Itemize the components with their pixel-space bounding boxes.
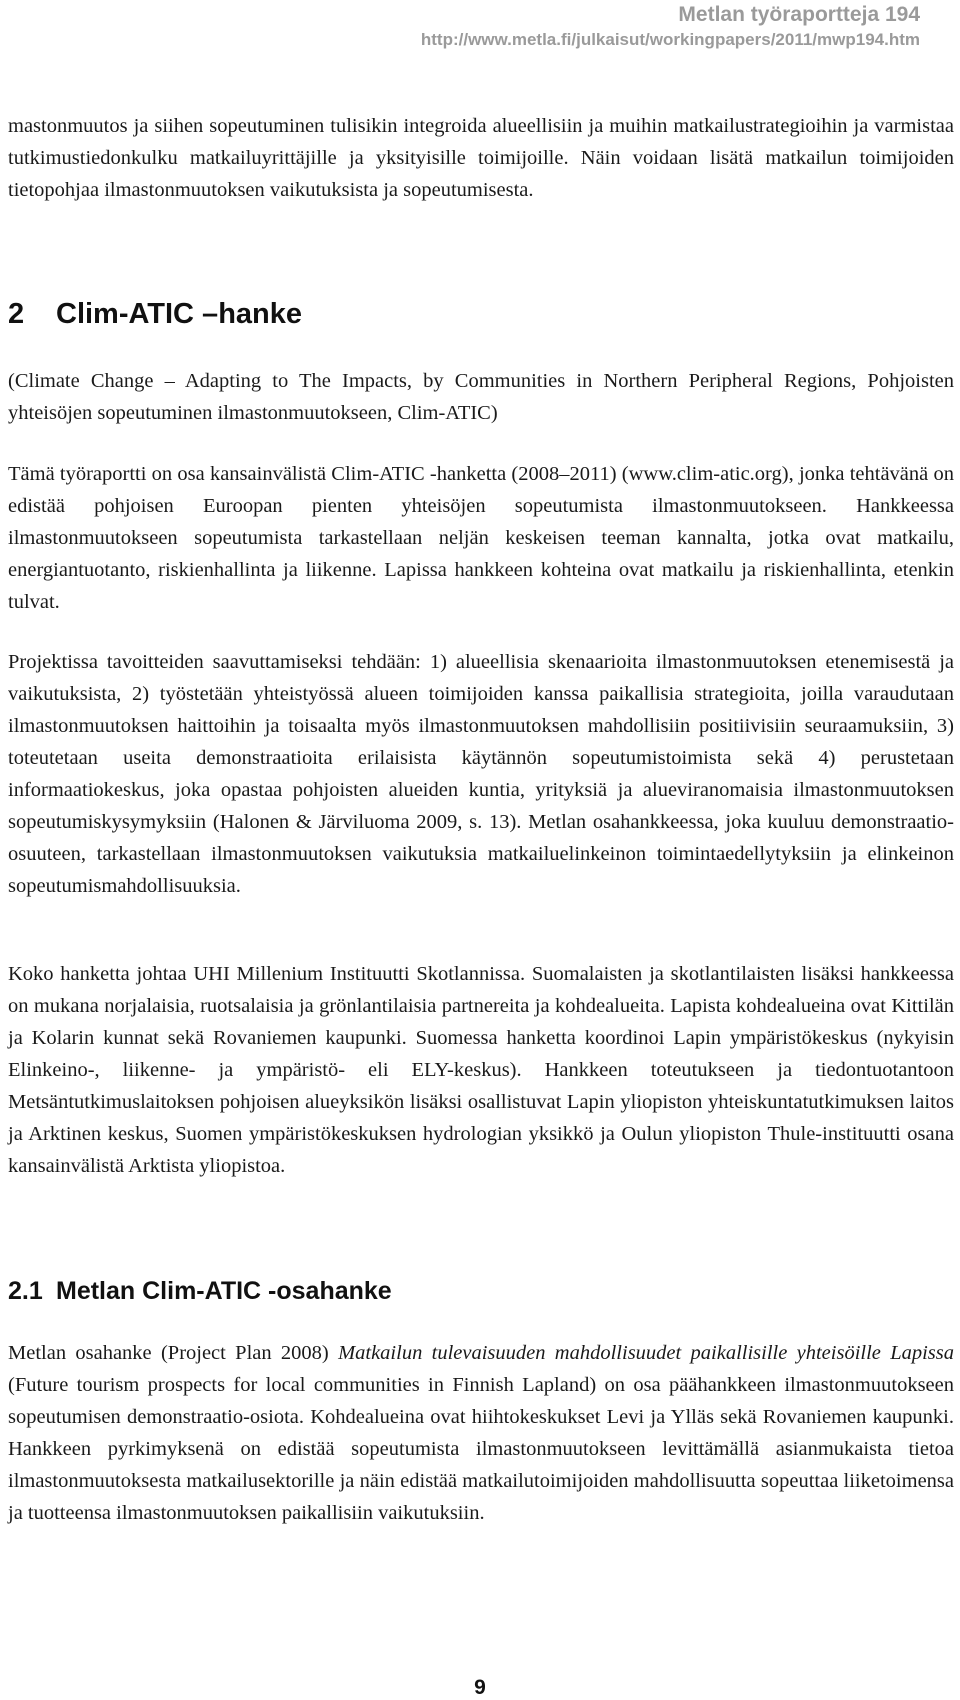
paragraph-metla-subproject (8, 1337, 954, 1529)
running-header (421, 0, 920, 51)
text-run: Metlan osahanke (Project Plan 2008) (8, 1342, 339, 1364)
paragraph-partners: Koko hanketta johtaa UHI Millenium Instituutti Skotlannissa. Suomalaisten ja skotlantilaisten lisäksi hankkeessa on mukana norjalaisia, ruotsalaisia ja grönlantilaisia partnereita ja kohdealueita. Lapista kohdealueina ovat Kittilän ja Kolarin kunnat sekä Rovaniemen kaupunki. Suomessa hanketta koordinoi Lapin ympäristökeskus (nykyisin Elinkeino-, liikenne- ja ympäristö- eli ELY-keskus). Hankkeen toteutukseen ja tiedontuotantoon Metsäntutkimuslaitoksen pohjoisen alueyksikön lisäksi osallistuvat Lapin yliopiston yhteiskuntatutkimuksen laitos ja Arktinen keskus, Suomen ympäristökeskuksen hydrologian yksikkö ja Oulun yliopiston Thule-instituutti osana kansainvälistä Arktista yliopistoa. (8, 963, 954, 1177)
paragraph-project-goals: Projektissa tavoitteiden saavuttamiseksi tehdään: 1) alueellisia skenaarioita ilmastonmuutoksen etenemisestä ja vaikutuksista, 2) työstetään yhteistyössä alueen toimijoiden kanssa paikallisia strategioita, joilla varaudutaan ilmastonmuutoksen haittoihin ja toisaalta myös ilmastonmuutoksen mahdollisiin positiivisiin seuraamuksiin, 3) toteutetaan useita demonstraatioita erilaisista käytännön sopeutumistoimista sekä 4) perustetaan informaatiokeskus, joka opastaa pohjoisten alueiden kuntia, yrityksiä ja alueviranomaisia ilmastonmuutoksen sopeutumiskysymyksiin (Halonen & Järviluoma 2009, s. 13). Metlan osahankkeessa, joka kuuluu demonstraatio-osuuteen, tarkastellaan ilmastonmuutoksen vaikutuksia matkailuelinkeinon toimintaedellytyksiin ja elinkeinon sopeutumismahdollisuuksia. (8, 651, 954, 897)
paragraph-project-overview: Tämä työraportti on osa kansainvälistä Clim-ATIC -hanketta (2008–2011) (www.clim-atic.org), jonka tehtävänä on edistää pohjoisen Euroopan pienten yhteisöjen sopeutumista ilmastonmuutokseen. Hankkeessa ilmastonmuutokseen sopeutumista tarkastellaan neljän keskeisen teeman kannalta, jotka ovat matkailu, energiantuotanto, riskienhallinta ja liikenne. Lapissa hankkeen kohteina ovat matkailu ja riskienhallinta, etenkin tulvat. (8, 463, 954, 613)
text-run: (Future tourism prospects for local communities in Finnish Lapland) on osa päähankkeen ilmastonmuutokseen sopeutumisen demonstraatio-osiota. Kohdealueina ovat hiihtokeskukset Levi ja Ylläs sekä Rovaniemen kaupunki. Hankkeen pyrkimyksenä on edistää sopeutumista ilmastonmuutokseen levittämällä asianmukaista tietoa ilmastonmuutoksesta matkailusektorille ja näin edistää matkailutoimijoiden mahdollisuutta sopeuttaa liiketoimensa ja tuotteensa ilmastonmuutoksen paikallisiin vaikutuksiin. (8, 1374, 954, 1524)
section-title: Clim-ATIC –hanke (56, 298, 303, 330)
italic-project-title: Matkailun tulevaisuuden mahdollisuudet paikallisille yhteisöille Lapissa (338, 1342, 954, 1364)
section-number: 2 (8, 298, 25, 330)
intro-paragraph: mastonmuutos ja siihen sopeutuminen tulisikin integroida alueellisiin ja muihin matkailustrategioihin ja varmistaa tutkimustiedonkulku matkailuyrittäjille ja yksityisille toimijoille. Näin voidaan lisätä matkailun toimijoiden tietopohjaa ilmastonmuutoksen vaikutuksista ja sopeutumisesta. (8, 115, 954, 201)
series-title: Metlan työraportteja 194 (678, 3, 920, 26)
section-heading-2-1 (8, 1275, 392, 1307)
page-number: 9 (474, 1676, 486, 1699)
header-url[interactable]: http://www.metla.fi/julkaisut/workingpapers/2011/mwp194.htm (420, 30, 920, 49)
subsection-number: 2.1 (8, 1277, 43, 1305)
paragraph-climate-change: (Climate Change – Adapting to The Impacts, by Communities in Northern Peripheral Regions, Pohjoisten yhteisöjen sopeutuminen ilmastonmuutokseen, Clim-ATIC) (8, 370, 954, 424)
subsection-title: Metlan Clim-ATIC -osahanke (56, 1277, 392, 1305)
section-heading-2 (8, 296, 302, 332)
